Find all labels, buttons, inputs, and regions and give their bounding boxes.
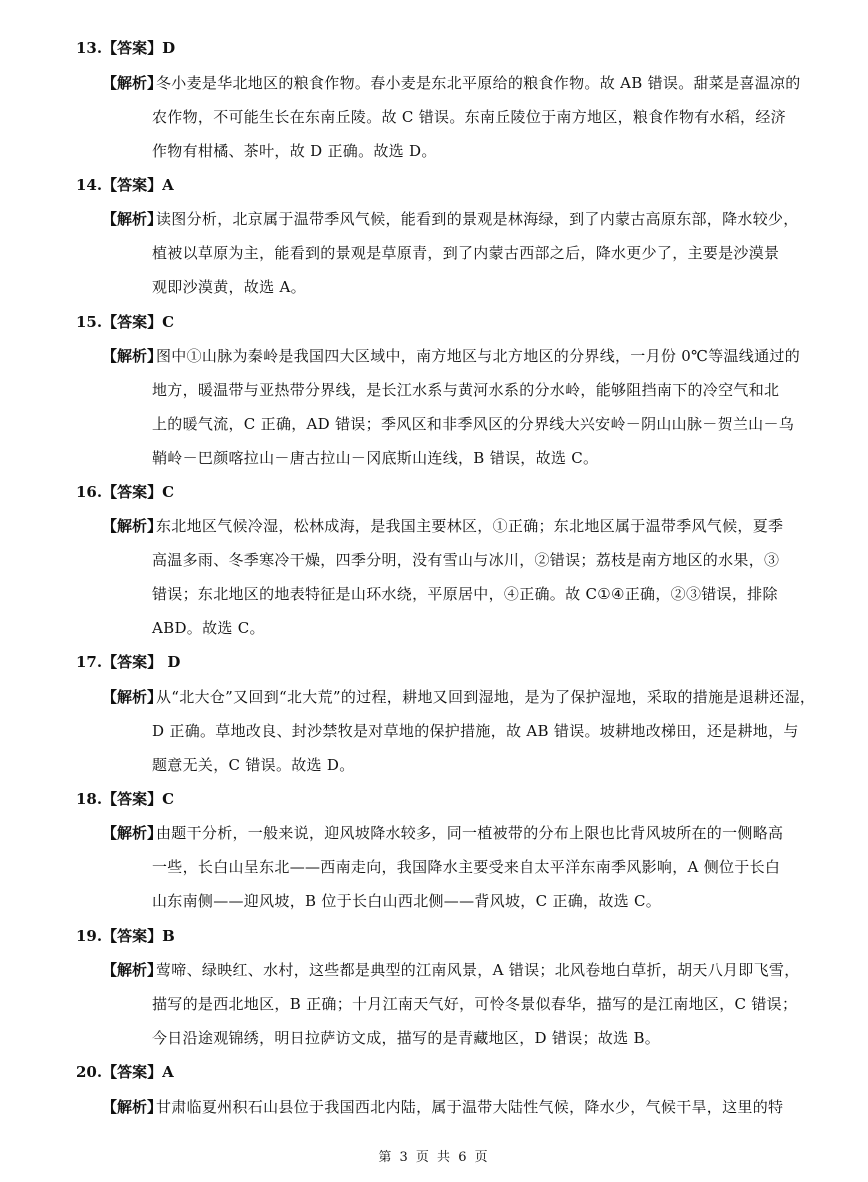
question-number: 20. (76, 1063, 103, 1081)
explanation-line: 农作物，不可能生长在东南丘陵。故 C 错误。东南丘陵位于南方地区，粮食作物有水稻，经济 (152, 108, 786, 126)
explanation-label: 【解析】 (102, 1098, 163, 1116)
explanation-line: 由题干分析，一般来说，迎风坡降水较多，同一植被带的分布上限也比背风坡所在的一侧略高 (156, 824, 784, 842)
explanation-label: 【解析】 (102, 347, 163, 365)
question-18-answer (76, 788, 174, 809)
explanation-label: 【解析】 (102, 517, 163, 535)
answer-text: 【答案】D (102, 39, 176, 57)
question-number: 15. (76, 313, 103, 331)
question-number: 19. (76, 927, 103, 945)
explanation-line: 错误；东北地区的地表特征是山环水绕，平原居中，④正确。故 C①④正确，②③错误，排除 (152, 585, 778, 603)
answer-text: 【答案】A (102, 1063, 174, 1081)
question-20-answer (76, 1061, 174, 1082)
explanation-label: 【解析】 (102, 210, 163, 228)
answer-text: 【答案】B (102, 927, 175, 945)
explanation-line: 读图分析，北京属于温带季风气候，能看到的景观是林海绿，到了内蒙古高原东部，降水较少， (156, 210, 799, 228)
question-number: 16. (76, 483, 103, 501)
explanation-label: 【解析】 (102, 961, 163, 979)
answer-text: 【答案】 D (102, 653, 181, 671)
explanation-line: 冬小麦是华北地区的粮食作物。春小麦是东北平原给的粮食作物。故 AB 错误。甜菜是喜温凉的 (156, 74, 801, 92)
answer-text: 【答案】C (102, 483, 175, 501)
explanation-line: 上的暖气流，C 正确，AD 错误；季风区和非季风区的分界线大兴安岭－阴山山脉－贺兰山－乌 (152, 415, 795, 433)
explanation-line: 东北地区气候冷湿，松林成海，是我国主要林区，①正确；东北地区属于温带季风气候，夏季 (156, 517, 784, 535)
explanation-line: 图中①山脉为秦岭是我国四大区域中，南方地区与北方地区的分界线，一月份 0℃等温线通过的 (156, 347, 800, 365)
explanation-line: 一些，长白山呈东北——西南走向，我国降水主要受来自太平洋东南季风影响，A 侧位于长白 (152, 858, 781, 876)
explanation-line: 鞘岭－巴颜喀拉山－唐古拉山－冈底斯山连线，B 错误，故选 C。 (152, 449, 599, 467)
explanation-line: 题意无关，C 错误。故选 D。 (152, 756, 355, 774)
explanation-line: 从“北大仓”又回到“北大荒”的过程，耕地又回到湿地，是为了保护湿地，采取的措施是退耕还湿， (156, 688, 816, 706)
page-number-footer: 第 3 页 共 6 页 (378, 1150, 490, 1165)
question-number: 18. (76, 790, 103, 808)
explanation-line: 今日沿途观锦绣，明日拉萨访文成，描写的是青藏地区，D 错误；故选 B。 (152, 1029, 661, 1047)
explanation-line: 莺啼、绿映红、水村，这些都是典型的江南风景，A 错误；北风卷地白草折，胡天八月即飞雪， (156, 961, 800, 979)
question-number: 17. (76, 653, 103, 671)
question-15-answer (76, 311, 174, 332)
answer-text: 【答案】A (102, 176, 174, 194)
question-13-answer (76, 37, 175, 58)
explanation-line: 山东南侧——迎风坡，B 位于长白山西北侧——背风坡，C 正确，故选 C。 (152, 892, 662, 910)
question-number: 13. (76, 39, 103, 57)
explanation-line: 高温多雨、冬季寒冷干燥，四季分明，没有雪山与冰川，②错误；荔枝是南方地区的水果，③ (152, 551, 780, 569)
explanation-line: D 正确。草地改良、封沙禁牧是对草地的保护措施，故 AB 错误。坡耕地改梯田，还是耕地，与 (152, 722, 799, 740)
explanation-label: 【解析】 (102, 688, 163, 706)
answer-text: 【答案】C (102, 313, 175, 331)
explanation-label: 【解析】 (102, 824, 163, 842)
question-19-answer (76, 925, 175, 946)
explanation-line: ABD。故选 C。 (152, 619, 265, 637)
question-number: 14. (76, 176, 103, 194)
explanation-line: 地方，暖温带与亚热带分界线，是长江水系与黄河水系的分水岭，能够阻挡南下的冷空气和北 (152, 381, 780, 399)
question-14-answer (76, 174, 174, 195)
question-17-answer (76, 651, 180, 672)
explanation-line: 观即沙漠黄，故选 A。 (152, 278, 306, 296)
answer-text: 【答案】C (102, 790, 175, 808)
explanation-line: 作物有柑橘、茶叶，故 D 正确。故选 D。 (152, 142, 437, 160)
explanation-line: 植被以草原为主，能看到的景观是草原青，到了内蒙古西部之后，降水更少了，主要是沙漠景 (152, 244, 780, 262)
explanation-line: 描写的是西北地区，B 正确；十月江南天气好，可怜冬景似春华，描写的是江南地区，C 错误； (152, 995, 798, 1013)
explanation-label: 【解析】 (102, 74, 163, 92)
explanation-line: 甘肃临夏州积石山县位于我国西北内陆，属于温带大陆性气候，降水少，气候干旱，这里的特 (156, 1098, 784, 1116)
question-16-answer (76, 481, 174, 502)
